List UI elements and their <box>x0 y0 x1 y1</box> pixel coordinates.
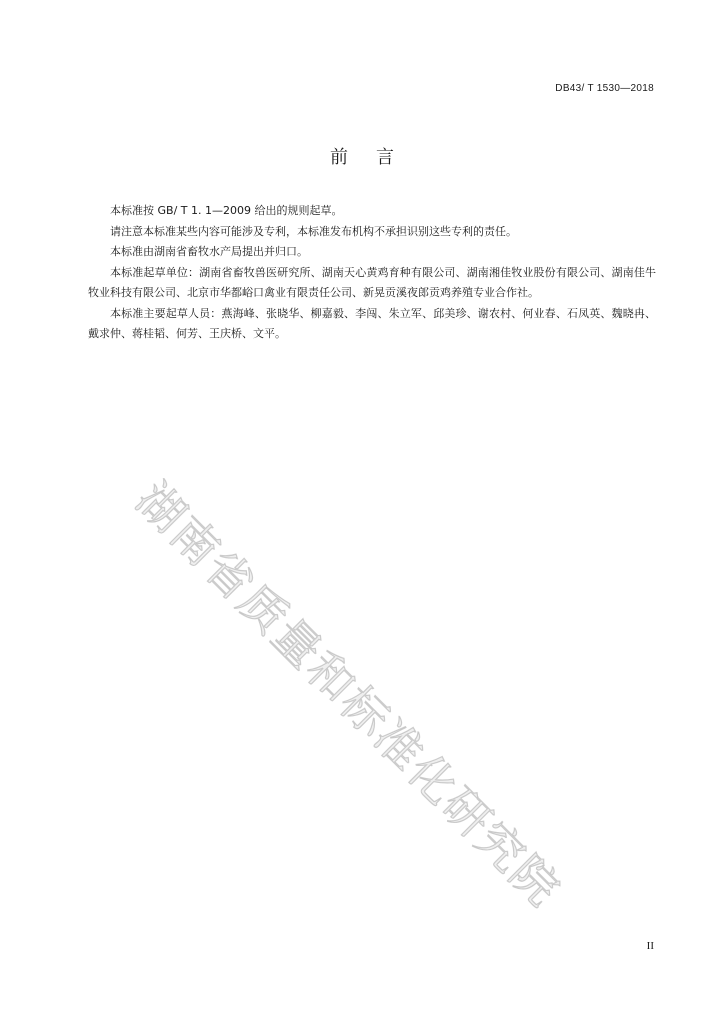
paragraph-drafters: 本标准主要起草人员：燕海峰、张晓华、柳嘉毅、李闯、朱立军、邱美珍、谢农村、何业春、石凤英、魏晓冉、戴求仲、蒋桂韬、何芳、王庆桥、文平。 <box>88 306 656 340</box>
section-title: 前言 <box>330 147 422 168</box>
standard-code: DB43/ T 1530—2018 <box>555 83 654 94</box>
paragraph-drafting-units: 本标准起草单位：湖南省畜牧兽医研究所、湖南天心黄鸡育种有限公司、湖南湘佳牧业股份有限公司、湖南佳牛牧业科技有限公司、北京市华都峪口禽业有限责任公司、新晃贡溪夜郎贡鸡养殖专业合作社。 <box>88 265 656 299</box>
paragraph-proposer: 本标准由湖南省畜牧水产局提出并归口。 <box>110 245 308 258</box>
watermark: 湖南省质量和标准化研究院 <box>125 471 572 918</box>
paragraph-patent-notice: 请注意本标准某些内容可能涉及专利，本标准发布机构不承担识别这些专利的责任。 <box>110 224 517 238</box>
page-number: II <box>646 940 654 952</box>
foreword-body <box>88 201 656 345</box>
paragraph-drafting-rules: 本标准按 GB/ T 1. 1—2009 给出的规则起草。 <box>110 204 343 217</box>
